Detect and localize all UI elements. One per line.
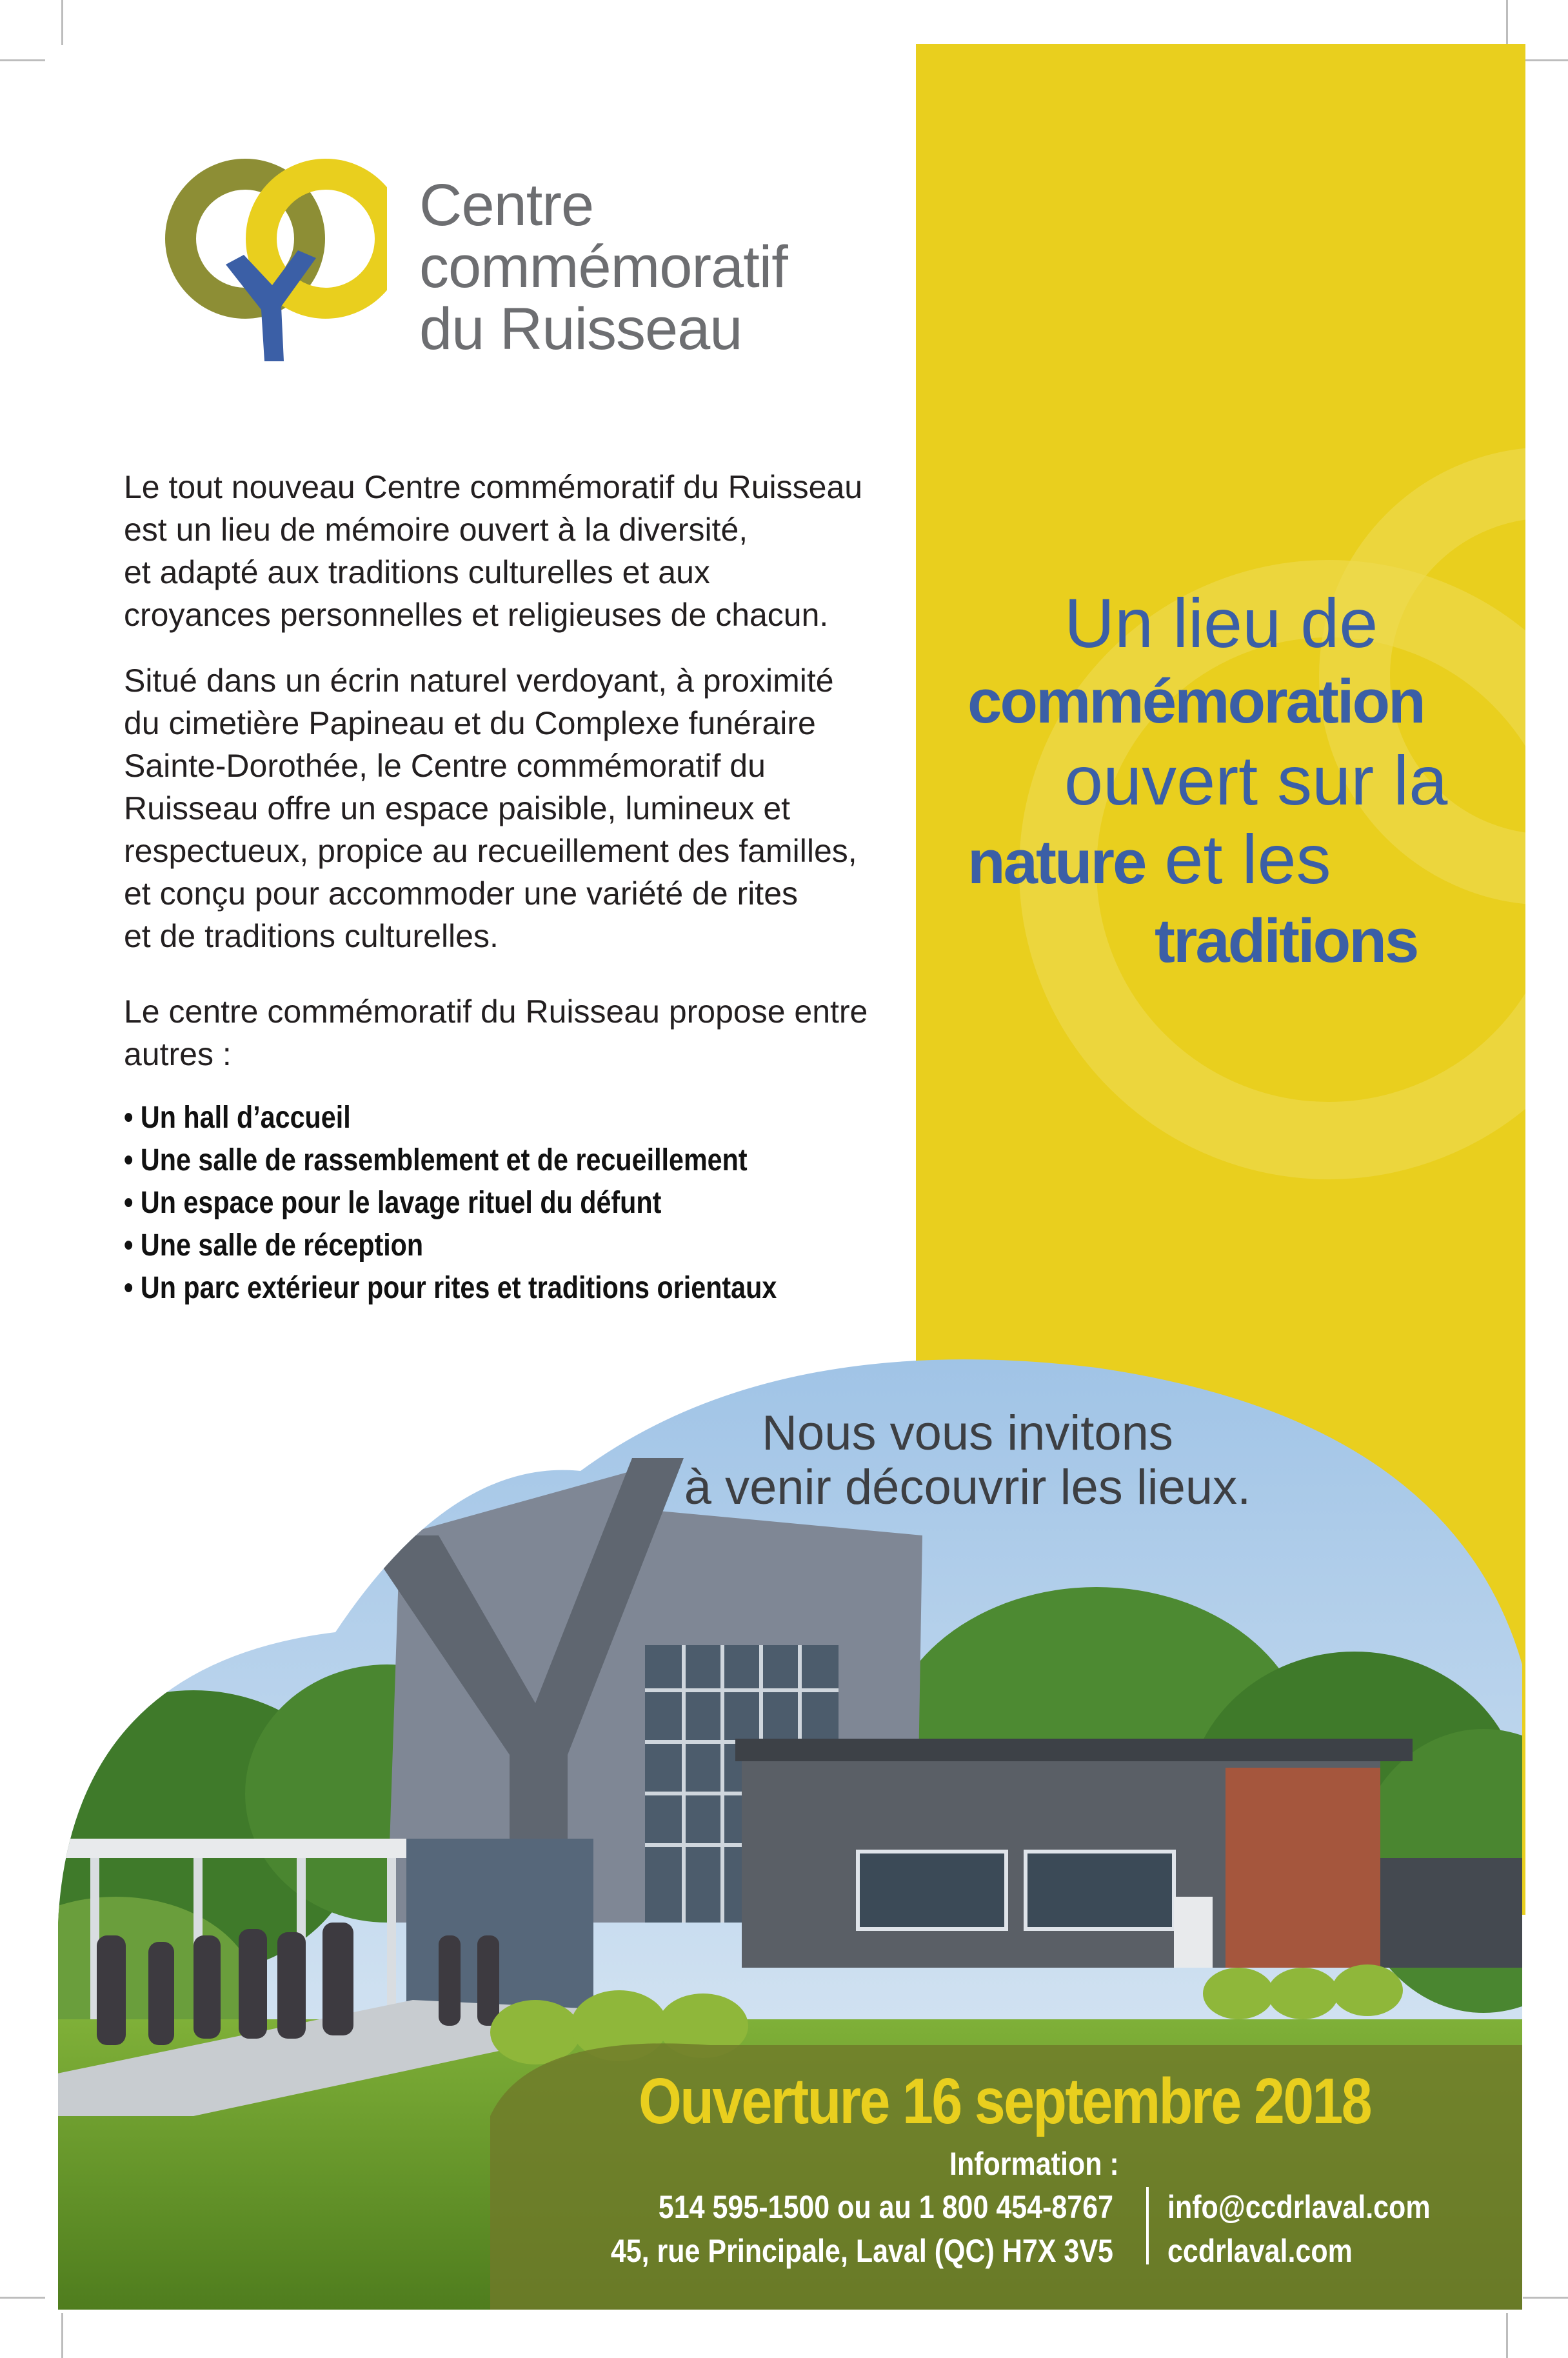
info-divider [1146,2187,1149,2264]
text-line: respectueux, propice au recueillement des familles, [124,833,857,869]
crop-mark [0,59,45,61]
text-line: et conçu pour accommoder une variété de rites [124,875,798,912]
text-line: et adapté aux traditions culturelles et aux [124,554,710,590]
crop-mark [61,2313,63,2358]
tagline-line-3: ouvert sur la [1064,741,1448,819]
list-item: • Un parc extérieur pour rites et traditions orientaux [124,1267,817,1310]
crop-mark [1523,59,1568,61]
text-line: autres : [124,1036,232,1072]
text-line: du cimetière Papineau et du Complexe funéraire [124,705,816,741]
tagline [955,584,1509,981]
invitation-text [645,1406,1290,1515]
text-line: Ruisseau offre un espace paisible, lumineux et [124,790,791,826]
text-line: Le centre commémoratif du Ruisseau propose entre [124,994,868,1030]
list-item: • Un espace pour le lavage rituel du défunt [124,1182,817,1224]
tagline-text: et les [1164,820,1331,898]
opening-date: Ouverture 16 septembre 2018 [639,2065,1371,2137]
website-link[interactable]: ccdrlaval.com [1167,2233,1353,2269]
intro-paragraph-2 [124,659,898,957]
tagline-bold-word: nature [968,828,1146,897]
tagline-line-5 [955,902,1509,981]
logo-line-1: Centre [419,172,594,238]
tagline-line-1: Un lieu de [1064,584,1378,662]
ccdr-logo-icon [129,148,387,381]
address: 45, rue Principale, Laval (QC) H7X 3V5 [610,2233,1113,2269]
tagline-bold-word: commémoration [968,667,1424,736]
text-line: et de traditions culturelles. [124,918,499,954]
tagline-line-4 [955,820,1509,902]
text-line: Le tout nouveau Centre commémoratif du Ruisseau [124,469,863,505]
intro-paragraph-1 [124,466,898,636]
crop-mark [61,0,63,45]
text-line: Situé dans un écrin naturel verdoyant, à proximité [124,663,834,699]
text-line: croyances personnelles et religieuses de chacun. [124,597,829,633]
info-title: Information : [949,2146,1119,2182]
crop-mark [1506,2313,1508,2358]
email-link[interactable]: info@ccdrlaval.com [1167,2189,1431,2225]
text-line: Sainte-Dorothée, le Centre commémoratif du [124,748,766,784]
logo-line-2: commémoratif [419,234,788,300]
list-item: • Une salle de rassemblement et de recueillement [124,1139,817,1182]
tagline-bold-word: traditions [1155,906,1418,975]
crop-mark [1506,0,1508,45]
list-item: • Un hall d’accueil [124,1097,817,1139]
invite-line-1: Nous vous invitons [762,1406,1173,1461]
feature-list [124,1097,817,1310]
logo-line-3: du Ruisseau [419,296,742,362]
tagline-line-2 [955,663,1509,741]
logo-wordmark [419,174,788,360]
invite-line-2: à venir découvrir les lieux. [684,1460,1251,1515]
text-line: est un lieu de mémoire ouvert à la diversité, [124,512,748,548]
intro-paragraph-3 [124,990,898,1075]
list-item: • Une salle de réception [124,1224,817,1267]
phone-number: 514 595-1500 ou au 1 800 454-8767 [658,2189,1113,2225]
